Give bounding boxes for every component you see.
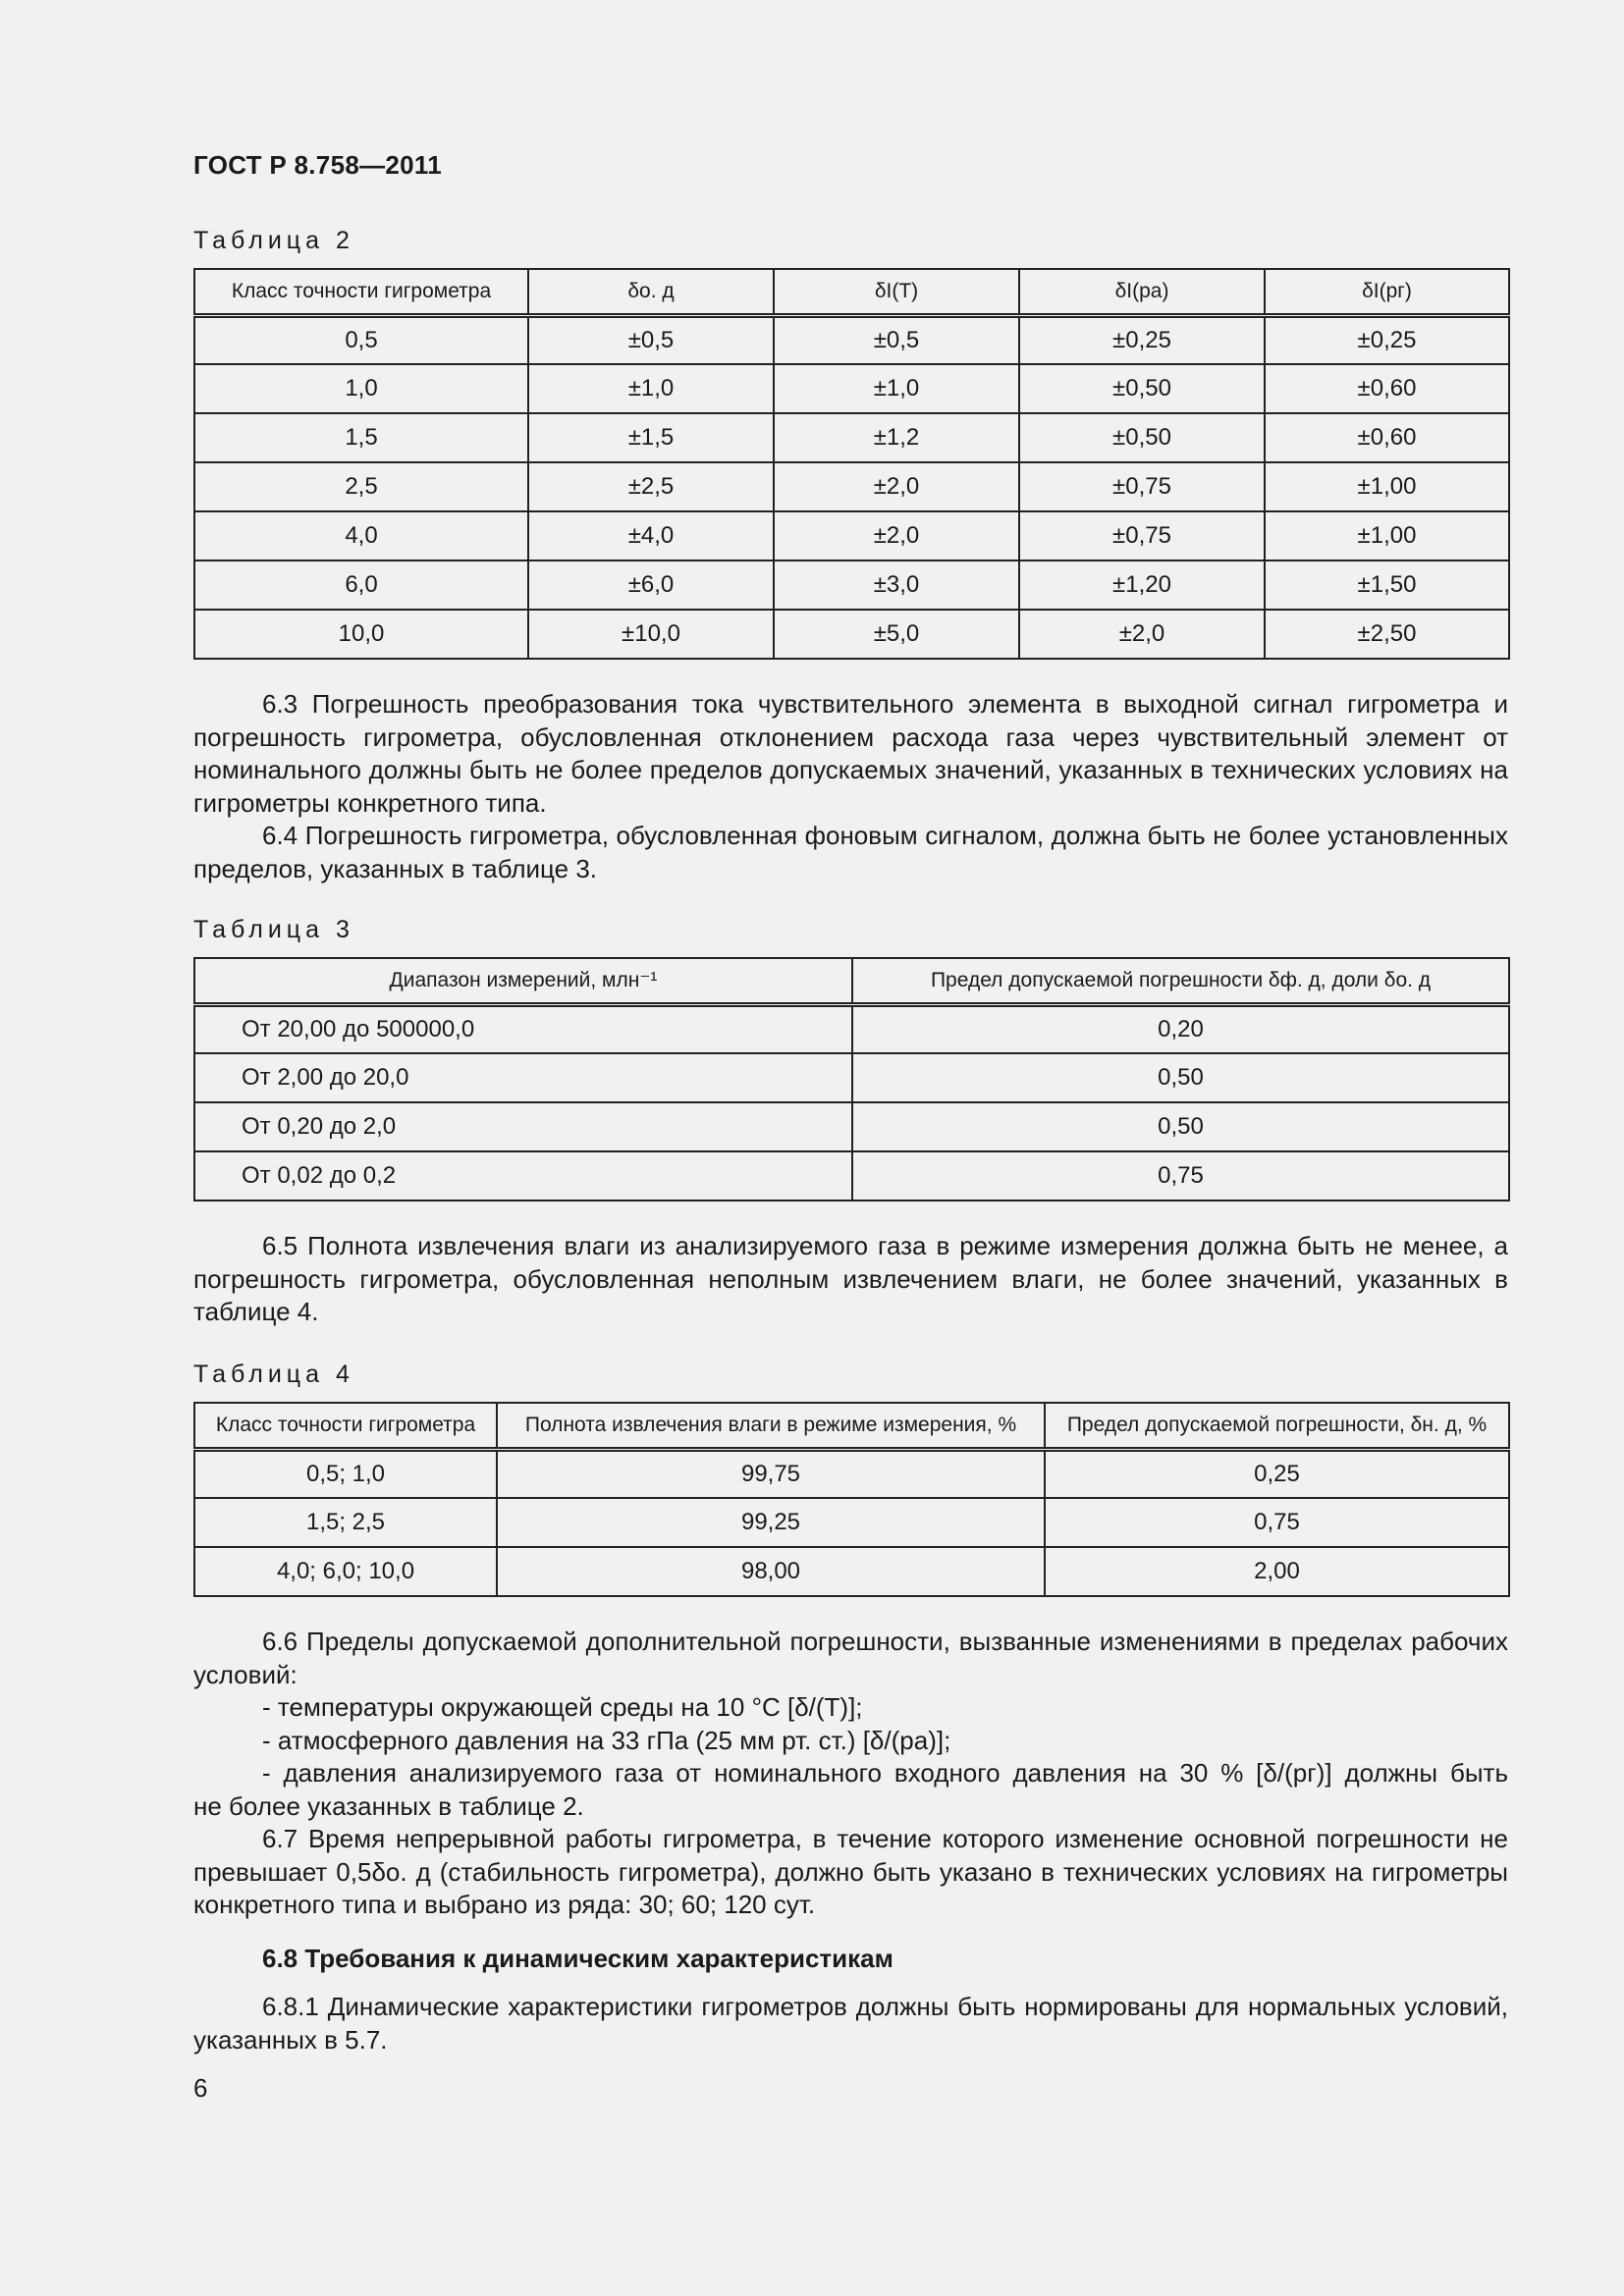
table-cell: От 0,20 до 2,0 — [194, 1102, 852, 1151]
table-4 — [193, 1402, 1510, 1597]
table-cell: ±10,0 — [528, 610, 774, 659]
table-cell: ±2,0 — [1019, 610, 1265, 659]
table-cell: ±0,50 — [1019, 364, 1265, 413]
table-cell: ±6,0 — [528, 561, 774, 610]
paragraph-6-6-item-2: - атмосферного давления на 33 гПа (25 мм рт. ст.) [δ/(pа)]; — [262, 1725, 951, 1755]
table-row — [194, 1102, 1509, 1151]
table-cell: ±0,25 — [1019, 315, 1265, 364]
table-cell: 1,5; 2,5 — [194, 1498, 497, 1547]
table-cell: ±0,60 — [1265, 413, 1509, 462]
table-row — [194, 413, 1509, 462]
table-cell: 2,5 — [194, 462, 528, 511]
paragraph-6-8-1-block — [193, 1991, 1508, 2056]
table-row — [194, 610, 1509, 659]
table-cell: 4,0 — [194, 511, 528, 561]
paragraph-6-5-block — [193, 1230, 1508, 1329]
table-cell: ±1,00 — [1265, 511, 1509, 561]
table-cell: ±5,0 — [774, 610, 1019, 659]
table-cell: ±1,00 — [1265, 462, 1509, 511]
table-row — [194, 1498, 1509, 1547]
table-cell: 1,0 — [194, 364, 528, 413]
table-cell: От 2,00 до 20,0 — [194, 1053, 852, 1102]
paragraph-6-4: 6.4 Погрешность гигрометра, обусловленная фоновым сигналом, должна быть не более установленных пределов, указанных в таблице 3. — [193, 821, 1508, 883]
table-cell: ±4,0 — [528, 511, 774, 561]
table-cell: 99,75 — [497, 1449, 1045, 1498]
table-cell: 98,00 — [497, 1547, 1045, 1596]
table-cell: 0,50 — [852, 1053, 1509, 1102]
table-cell: ±1,0 — [528, 364, 774, 413]
table-2-header: δI(pг) — [1265, 269, 1509, 315]
paragraphs-6-3-6-4 — [193, 688, 1508, 885]
table-cell: 10,0 — [194, 610, 528, 659]
table-cell: ±2,0 — [774, 511, 1019, 561]
table-4-header: Предел допускаемой погрешности, δн. д, % — [1045, 1403, 1509, 1449]
table-cell: ±0,60 — [1265, 364, 1509, 413]
table-3-header: Диапазон измерений, млн⁻¹ — [194, 958, 852, 1004]
paragraph-6-5: 6.5 Полнота извлечения влаги из анализируемого газа в режиме измерения должна быть не менее, а погрешность гигрометра, обусловленная неполным извлечением влаги, не более значений, указанных в таблице 4. — [193, 1231, 1508, 1326]
table-row — [194, 511, 1509, 561]
table-cell: 0,50 — [852, 1102, 1509, 1151]
table-row — [194, 1004, 1509, 1053]
table-row — [194, 1053, 1509, 1102]
table-2-header: δI(pа) — [1019, 269, 1265, 315]
table-cell: ±1,2 — [774, 413, 1019, 462]
paragraphs-6-6-6-7 — [193, 1626, 1508, 1922]
paragraph-6-6-item-3: - давления анализируемого газа от номинального входного давления на 30 % [δ/(pг)] должны быть — [262, 1758, 1508, 1788]
table-row — [194, 364, 1509, 413]
table-2-caption: Таблица 2 — [193, 227, 354, 254]
paragraph-6-6-item-1: - температуры окружающей среды на 10 °С [δ/(T)]; — [262, 1692, 863, 1722]
table-cell: 2,00 — [1045, 1547, 1509, 1596]
table-cell: 0,20 — [852, 1004, 1509, 1053]
table-4-header: Полнота извлечения влаги в режиме измерения, % — [497, 1403, 1045, 1449]
table-2-header: Класс точности гигрометра — [194, 269, 528, 315]
table-cell: ±2,50 — [1265, 610, 1509, 659]
table-cell: 0,5 — [194, 315, 528, 364]
table-cell: ±0,5 — [528, 315, 774, 364]
page-number: 6 — [193, 2073, 208, 2103]
paragraph-6-6-item-3-cont: не более указанных в таблице 2. — [193, 1790, 584, 1821]
paragraph-6-8-1: 6.8.1 Динамические характеристики гигрометров должны быть нормированы для нормальных условий, указанных в 5.7. — [193, 1992, 1508, 2055]
table-cell: От 0,02 до 0,2 — [194, 1151, 852, 1201]
table-cell: ±0,5 — [774, 315, 1019, 364]
table-row — [194, 1547, 1509, 1596]
table-cell: ±0,75 — [1019, 462, 1265, 511]
table-cell: ±0,50 — [1019, 413, 1265, 462]
table-4-caption: Таблица 4 — [193, 1361, 354, 1388]
table-cell: 4,0; 6,0; 10,0 — [194, 1547, 497, 1596]
table-cell: 0,25 — [1045, 1449, 1509, 1498]
table-cell: ±3,0 — [774, 561, 1019, 610]
table-cell: 0,5; 1,0 — [194, 1449, 497, 1498]
table-row — [194, 1449, 1509, 1498]
table-4-header: Класс точности гигрометра — [194, 1403, 497, 1449]
table-row — [194, 1151, 1509, 1201]
document-id: ГОСТ Р 8.758—2011 — [193, 150, 442, 180]
table-cell: 99,25 — [497, 1498, 1045, 1547]
table-cell: ±1,50 — [1265, 561, 1509, 610]
paragraph-6-6-intro: 6.6 Пределы допускаемой дополнительной погрешности, вызванные изменениями в пределах рабочих условий: — [193, 1627, 1508, 1689]
table-cell: ±1,0 — [774, 364, 1019, 413]
paragraph-6-3: 6.3 Погрешность преобразования тока чувствительного элемента в выходной сигнал гигрометра и погрешность гигрометра, обусловленная отклонением расхода газа через чувствительный элемент от номинального должны быть не более пределов допускаемых значений, указанных в технических условиях на гигрометры конкретного типа. — [193, 689, 1508, 818]
table-cell: 0,75 — [1045, 1498, 1509, 1547]
table-row — [194, 561, 1509, 610]
table-3-caption: Таблица 3 — [193, 916, 354, 943]
table-cell: ±0,75 — [1019, 511, 1265, 561]
table-row — [194, 462, 1509, 511]
table-cell: ±1,20 — [1019, 561, 1265, 610]
table-3-header: Предел допускаемой погрешности δф. д, доли δо. д — [852, 958, 1509, 1004]
table-row — [194, 315, 1509, 364]
table-cell: 1,5 — [194, 413, 528, 462]
section-6-8-title: 6.8 Требования к динамическим характеристикам — [262, 1944, 893, 1973]
table-cell: 0,75 — [852, 1151, 1509, 1201]
table-2 — [193, 268, 1510, 660]
table-cell: ±0,25 — [1265, 315, 1509, 364]
paragraph-6-7: 6.7 Время непрерывной работы гигрометра, в течение которого изменение основной погрешности не превышает 0,5δо. д (стабильность гигрометра), должно быть указано в технических условиях на гигрометры конкретного типа и выбрано из ряда: 30; 60; 120 сут. — [193, 1824, 1508, 1919]
table-3 — [193, 957, 1510, 1201]
table-cell: 6,0 — [194, 561, 528, 610]
table-cell: ±1,5 — [528, 413, 774, 462]
table-2-header: δо. д — [528, 269, 774, 315]
table-cell: От 20,00 до 500000,0 — [194, 1004, 852, 1053]
table-cell: ±2,5 — [528, 462, 774, 511]
table-cell: ±2,0 — [774, 462, 1019, 511]
table-2-header: δI(T) — [774, 269, 1019, 315]
